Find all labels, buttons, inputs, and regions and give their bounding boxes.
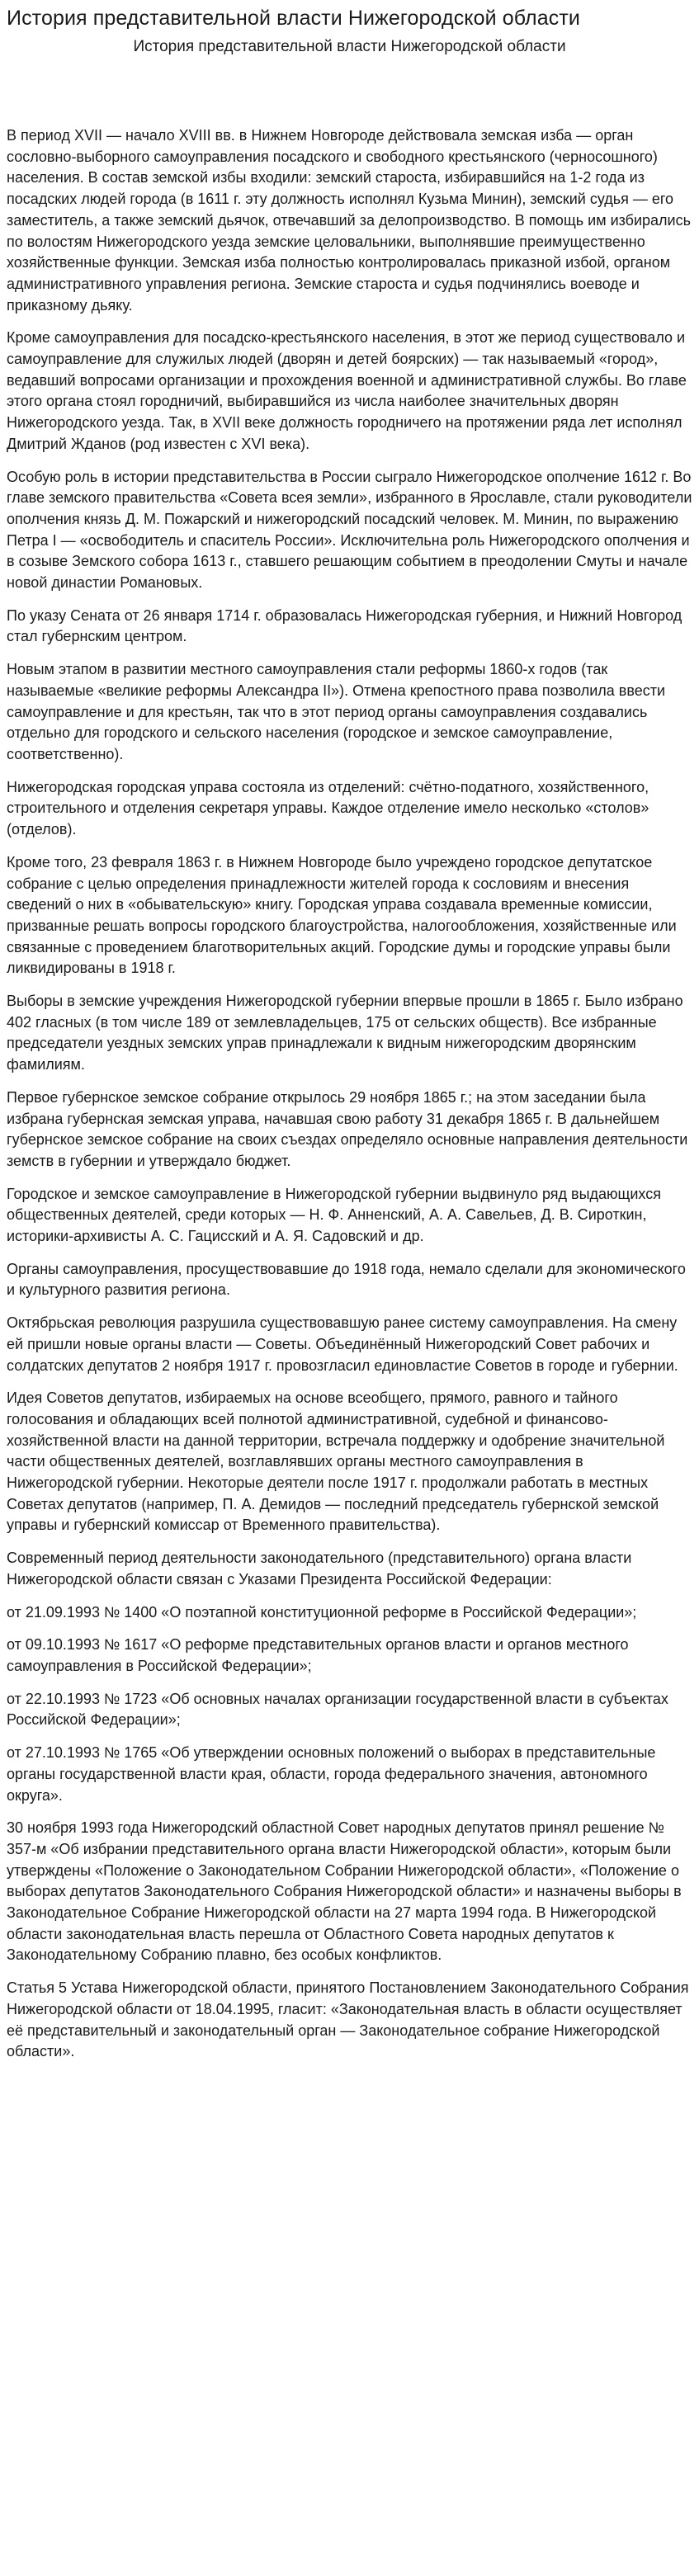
paragraph-ukaz-1723: от 22.10.1993 № 1723 «Об основных началах организации государственной власти в субъектах Российской Федерации»; bbox=[7, 1690, 668, 1729]
paragraph-gorod-samoupravlenie: Кроме самоуправления для посадско-крестьянского населения, в этот же период существовало и самоуправление для служилых людей (дворян и детей боярских) — так называемый «город», ведавший вопросами организации и прохождения военной и административной службы. Во главе этого органа стоял городничий, выбиравшийся из числа наиболее значительных дворян Нижегородского уезда. Так, в XVII веке должность городничего на протяжении ряда лет исполнял Дмитрий Жданов (род известен с XVI века). bbox=[7, 329, 687, 452]
paragraph-pervoe-sobranie: Первое губернское земское собрание открылось 29 ноября 1865 г.; на этом заседании была избрана губернская земская управа, начавшая свою работу 31 декабря 1865 г. В дальнейшем губернское земское собрание на своих съездах определяло основные направления деятельности земств в губернии и утверждало бюджет. bbox=[7, 1088, 688, 1169]
paragraph-vybory-1865: Выборы в земские учреждения Нижегородской губернии впервые прошли в 1865 г. Было избрано 402 гласных (в том числе 189 от землевладельцев, 175 от сельских обществ). Все избранные председатели уездных земских управ принадлежали к видным нижегородским дворянским фамилиям. bbox=[7, 993, 683, 1073]
paragraph-guberniya-1714: По указу Сената от 26 января 1714 г. образовалась Нижегородская губерния, и Нижний Новгород стал губернским центром. bbox=[7, 606, 682, 645]
paragraph-zemskaya-izba: В период XVII — начало XVIII вв. в Нижнем Новгороде действовала земская изба — орган сословно-выборного самоуправления посадского и свободного крестьянского (черносошного) населения. В состав земской избы входили: земский староста, избиравшийся на 1-2 года из посадских людей города (в 1611 г. эту должность исполнял Кузьма Минин), земский судья — его заместитель, а также земский дьячок, отвечавший за делопроизводство. В помощь им избирались по волостям Нижегородского уезда земские целовальники, выполнявшие преимущественно хозяйственные функции. Земская изба полностью контролировалась приказной избой, органом административного управления региона. Земские староста и судья подчинялись воеводе и приказному дьяку. bbox=[7, 127, 691, 314]
paragraph-revolyuciya: Октябрьская революция разрушила существовавшую ранее систему самоуправления. На смену ей пришли новые органы власти — Советы. Объединённый Нижегородский Совет рабочих и солдатских депутатов 2 ноября 1917 г. провозгласил единовластие Советов в городе и губернии. bbox=[7, 1314, 678, 1374]
paragraph-ideya-sovetov: Идея Советов депутатов, избираемых на основе всеобщего, прямого, равного и тайного голосования и обладающих всей полнотой административной, судебной и финансово-хозяйственной власти на данной территории, встречала поддержку и одобрение значительной части общественных деятелей, возглавлявших органы местного самоуправления в Нижегородской губернии. Некоторые деятели после 1917 г. продолжали работать в местных Советах депутатов (например, П. А. Демидов — последний председатель губернской земской управы и губернский комиссар от Временного правительства). bbox=[7, 1389, 665, 1534]
paragraph-ukaz-1765: от 27.10.1993 № 1765 «Об утверждении основных положений о выборах в представительные органы государственной власти края, области, города федерального значения, автономного округа». bbox=[7, 1744, 656, 1804]
paragraph-organy-do-1918: Органы самоуправления, просуществовавшие до 1918 года, немало сделали для экономического и культурного развития региона. bbox=[7, 1260, 686, 1299]
paragraph-reformy-1860: Новым этапом в развитии местного самоуправления стали реформы 1860-х годов (так называемые «великие реформы Александра II»). Отмена крепостного права позволила ввести самоуправление и для крестьян, так что в этот период органы самоуправления создавались отдельно для городского и сельского населения (городское и земское самоуправление, соответственно). bbox=[7, 661, 666, 762]
paragraph-opolchenie-1612: Особую роль в истории представительства в России сыграло Нижегородское ополчение 1612 г. Во главе земского правительства «Совета всея земли», избранного в Ярославле, стали руководители ополчения князь Д. М. Пожарский и нижегородский посадский человек. М. Минин, по выражению Петра I — «освободитель и спаситель России». Исключительна роль Нижегородского ополчения и в созыве Земского собора 1613 г., ставшего решающим событием в преодолении Смуты и начале новой династии Романовых. bbox=[7, 468, 692, 592]
paragraph-deyateli: Городское и земское самоуправление в Нижегородской губернии выдвинуло ряд выдающихся общественных деятелей, среди которых — Н. Ф. Анненский, А. А. Савельев, Д. В. Сироткин, историки-архивисты А. С. Гацисский и А. Я. Садовский и др. bbox=[7, 1185, 661, 1245]
paragraph-sovremennyi-period: Современный период деятельности законодательного (представительного) органа власти Нижегородской области связан с Указами Президента Российской Федерации: bbox=[7, 1550, 632, 1588]
paragraph-ukaz-1617: от 09.10.1993 № 1617 «О реформе представительных органов власти и органов местного самоуправления в Российской Федерации»; bbox=[7, 1636, 629, 1674]
paragraph-deputatskoe-sobranie-1863: Кроме того, 23 февраля 1863 г. в Нижнем Новгороде было учреждено городское депутатское собрание с целью определения принадлежности жителей города к сословиям и внесения сведений о них в «обывательскую» книгу. Городская управа создавала временные комиссии, призванные решать вопросы городского благоустройства, налогообложения, хозяйственные или связанные с проведением благотворительных акций. Городские думы и городские управы были ликвидированы в 1918 г. bbox=[7, 853, 677, 977]
page-subtitle: История представительной власти Нижегородской области bbox=[133, 38, 566, 55]
paragraph-ustav-statya-5: Статья 5 Устава Нижегородской области, принятого Постановлением Законодательного Собрания Нижегородской области от 18.04.1995, гласит: «Законодательная власть в области осуществляет её представительный и законодательный орган — Законодательное собрание Нижегородской области». bbox=[7, 1979, 689, 2060]
paragraph-gorodskaya-uprava: Нижегородская городская управа состояла из отделений: счётно-податного, хозяйственного, строительного и отделения секретаря управы. Каждое отделение имело несколько «столов» (отделов). bbox=[7, 778, 649, 838]
paragraph-ukaz-1400: от 21.09.1993 № 1400 «О поэтапной конституционной реформе в Российской Федерации»; bbox=[7, 1603, 637, 1621]
page-title: История представительной власти Нижегородской области bbox=[7, 7, 580, 30]
article-body bbox=[7, 125, 692, 2063]
paragraph-reshenie-1993: 30 ноября 1993 года Нижегородский областной Совет народных депутатов принял решение № 357-м «Об избрании представительного органа власти Нижегородской области», которым были утверждены «Положение о Законодательном Собрании Нижегородской области», «Положение о выборах депутатов Законодательного Собрания Нижегородской области» и назначены выборы в Законодательное Собрание Нижегородской области на 27 марта 1994 года. В Нижегородской области законодательная власть перешла от Областного Совета народных депутатов к Законодательному Собранию плавно, без особых конфликтов. bbox=[7, 1819, 682, 1964]
